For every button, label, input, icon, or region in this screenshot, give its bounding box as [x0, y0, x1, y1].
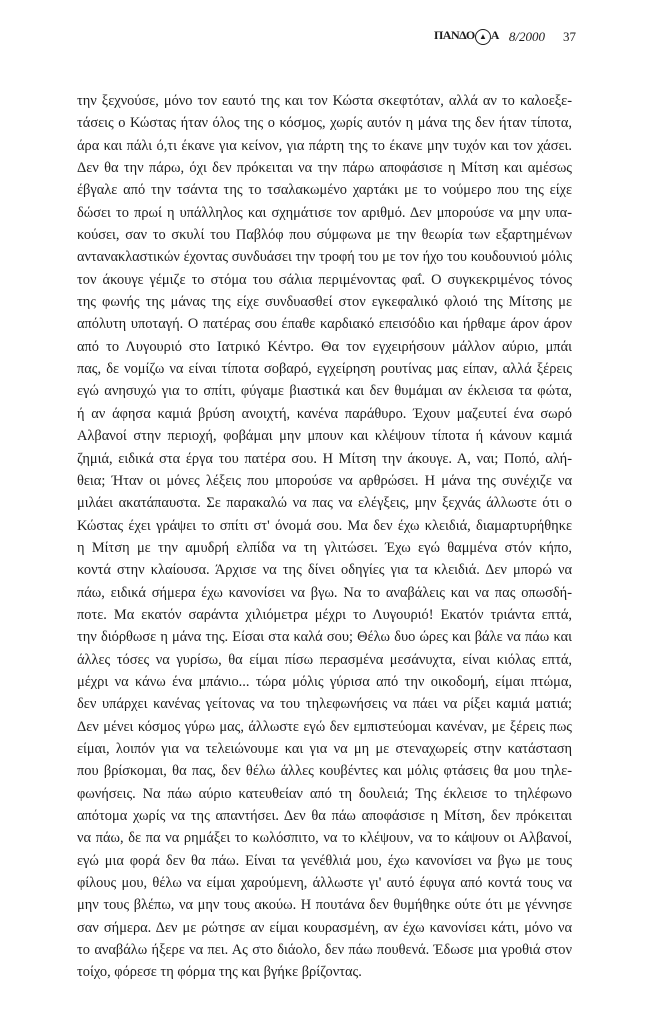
body-text — [77, 90, 572, 984]
text-line: θεια; Ήταν οι μόνες λέξεις που μπορούσε να αρθρώσει. Η μάνα της συνέχιζε να — [77, 472, 572, 489]
text-line: την ξεχνούσε, μόνο τον εαυτό της και τον Κώστα σκεφτόταν, αλλά αν το καλοεξε- — [77, 93, 572, 109]
text-line: απότομα χωρίς να της απαντήσει. Δεν θα πάω αποφάσισε η Μίτση, δεν πρόκειται — [77, 808, 572, 824]
text-line: εγώ ανησυχώ για το σπίτι, φύγαμε βιαστικά και δεν θυμάμαι αν έκλεισα τα φώτα, — [77, 383, 572, 400]
text-line: έβγαλε από την τσάντα της το τσαλακωμένο χαρτάκι με το νούμερο που της είχε — [77, 182, 572, 199]
text-line: σαν σήμερα. Δεν με ρώτησε αν είμαι κουρασμένη, αν έχω κανονίσει κάτι, μόνο να — [77, 919, 572, 936]
text-line: πας, δε νομίζω να είναι τίποτα σοβαρό, εγχείρηση ρουτίνας μας είπαν, αλλά ξέρεις — [77, 361, 572, 378]
text-line: την διόρθωσε η μάνα της. Είσαι στα καλά σου; Θέλω δυο ώρες και βάλε να πάω και — [77, 629, 572, 646]
text-line: εγώ μια φορά δεν θα πάω. Είναι τα γενέθλιά μου, έχω κανονίσει να βγω με τους — [77, 852, 572, 869]
text-line: μιλάει ακατάπαυστα. Σε παρακαλώ να πας να ελέγξεις, μην ξεχνάς άλλωστε ότι ο — [77, 495, 572, 512]
text-line: ζημιά, ειδικά στα έργα του πατέρα σου. Η Μίτση την άκουγε. Α, ναι; Ποπό, αλή- — [77, 450, 572, 467]
text-line: της φωνής της μάνας της είχε συνδυασθεί στον εγκεφαλικό φλοιό της Μίτσης με — [77, 294, 572, 311]
text-line: απόλυτη υποταγή. Ο πατέρας σου έπαθε καρδιακό επεισόδιο και ήρθαμε άρον άρον — [77, 316, 572, 333]
text-line: η Μίτση με την αμυδρή ελπίδα να τη γλιτώσει. Έχω εγώ θαμμένα στόν κήπο, — [77, 539, 572, 556]
text-line: κοντά στην κλαίουσα. Άρχισε να της δίνει οδηγίες για τα κλειδιά. Δεν μπορώ να — [77, 562, 572, 579]
text-line: φίλους μου, θέλω να είμαι χαρούμενη, άλλωστε γι' αυτό έφυγα από κοντά τους να — [77, 875, 572, 892]
text-line: δεν υπάρχει κανένας γείτονας να του τηλεφωνήσεις να πάει να ρίξει καμιά ματιά; — [77, 696, 572, 713]
text-line: Αλβανοί στην περιοχή, φοβάμαι μην μπουν και κλέψουν τίποτα ή κάνουν καμιά — [77, 428, 572, 445]
text-line: μέχρι να κάνω ένα μπάνιο... τώρα μόλις γύρισα από την οικοδομή, είμαι πτώμα, — [77, 673, 572, 690]
issue-number: 8/2000 — [508, 28, 545, 44]
text-line: πάω, ειδικά σήμερα έχω κανονίσει να βγω. Να το αναβάλεις και να πας οπωσδή- — [77, 584, 572, 601]
text-line: δώσει το πρωί η υπάλληλος και σχημάτισε τον αριθμό. Δεν μπορούσε να μην υπα- — [77, 204, 572, 221]
text-line: να πάω, δε πα να ρημάξει το κωλόσπιτο, να το κλέψουν, να το κάψουν οι Αλβανοί, — [77, 830, 572, 847]
magazine-logo-icon: ▲ — [475, 29, 491, 45]
text-line: μην τους βλέπω, να μην τους ακούω. Η πουτάνα δεν θυμήθηκε ούτε ότι με γέννησε — [77, 897, 572, 914]
text-line: τοίχο, φόρεσε τη φόρμα της και βγήκε βρίζοντας. — [77, 964, 362, 981]
text-line: ή αν άφησα καμιά βρύση ανοιχτή, κανένα παράθυρο. Έχουν μαζευτεί ένα σωρό — [77, 405, 572, 422]
text-line: το αναβάλω ήξερε να πει. Ας στο διάολο, δεν πάω πουθενά. Έδωσε μια γροθιά στον — [77, 942, 572, 959]
text-line: Κώστας έχει γράψει το σπίτι στ' όνομά σου. Μα δεν έχω κλειδιά, διαμαρτυρήθηκε — [77, 517, 572, 534]
text-line: κούσει, σαν το σκυλί του Παβλόφ που σύμφωνα με την θεωρία των εξαρτημένων — [77, 227, 572, 244]
text-line: τάσεις ο Κώστας ήταν όλος της ο κόσμος, χωρίς αυτόν η μάνα της δεν ήταν τίποτα, — [77, 115, 572, 132]
text-line: είμαι, λοιπόν για να τελειώνουμε και για να μη με στεναχωρείς στην κατάσταση — [77, 740, 572, 757]
text-line: φωνήσεις. Να πάω αύριο κατευθείαν από τη δουλειά; Της έκλεισε το τηλέφωνο — [77, 785, 572, 802]
text-line: τον άκουγε γέμιζε το στόμα του σάλια περιμένοντας φαΐ. Ο συγκεκριμένος τόνος — [77, 271, 572, 288]
running-header — [434, 28, 576, 45]
page-number: 37 — [563, 28, 576, 44]
text-line: από το Λυγουριό στο Ιατρικό Κέντρο. Θα τον εγχειρήσουν μάλλον αύριο, μπάι — [77, 338, 572, 355]
text-line: αντανακλαστικών έχοντας συνδυάσει την τροφή του με τον ήχο του κουδουνιού μόλις — [77, 249, 572, 266]
text-line: ποτε. Μα εκατόν σαράντα χιλιόμετρα μέχρι το Λυγουριό! Εκατόν τριάντα επτά, — [77, 606, 572, 623]
text-line: άλλες τόσες να γυρίσω, θα είμαι πίσω περασμένα μεσάνυχτα, είναι κιόλας επτά, — [77, 651, 572, 668]
text-line: Δεν θα την πάρω, όχι δεν πρόκειται να την πάρω αποφάσισε η Μίτση και αμέσως — [77, 160, 572, 177]
text-line: Δεν μένει κόσμος γύρω μας, άλλωστε εγώ δεν εμπιστεύομαι κανέναν, με ξέρεις πως — [77, 718, 572, 735]
magazine-name: ΠΑΝΔΟ ▲ Α — [434, 28, 499, 45]
text-line: που βρίσκομαι, θα πας, δεν θέλω άλλες κουβέντες και μόλις φτάσεις θα μου τηλε- — [77, 763, 572, 780]
text-line: άρα και πάλι ό,τι έκανε για κείνον, για πάρτη της το έκανε μην τυχόν και τον χάσει. — [77, 137, 572, 154]
